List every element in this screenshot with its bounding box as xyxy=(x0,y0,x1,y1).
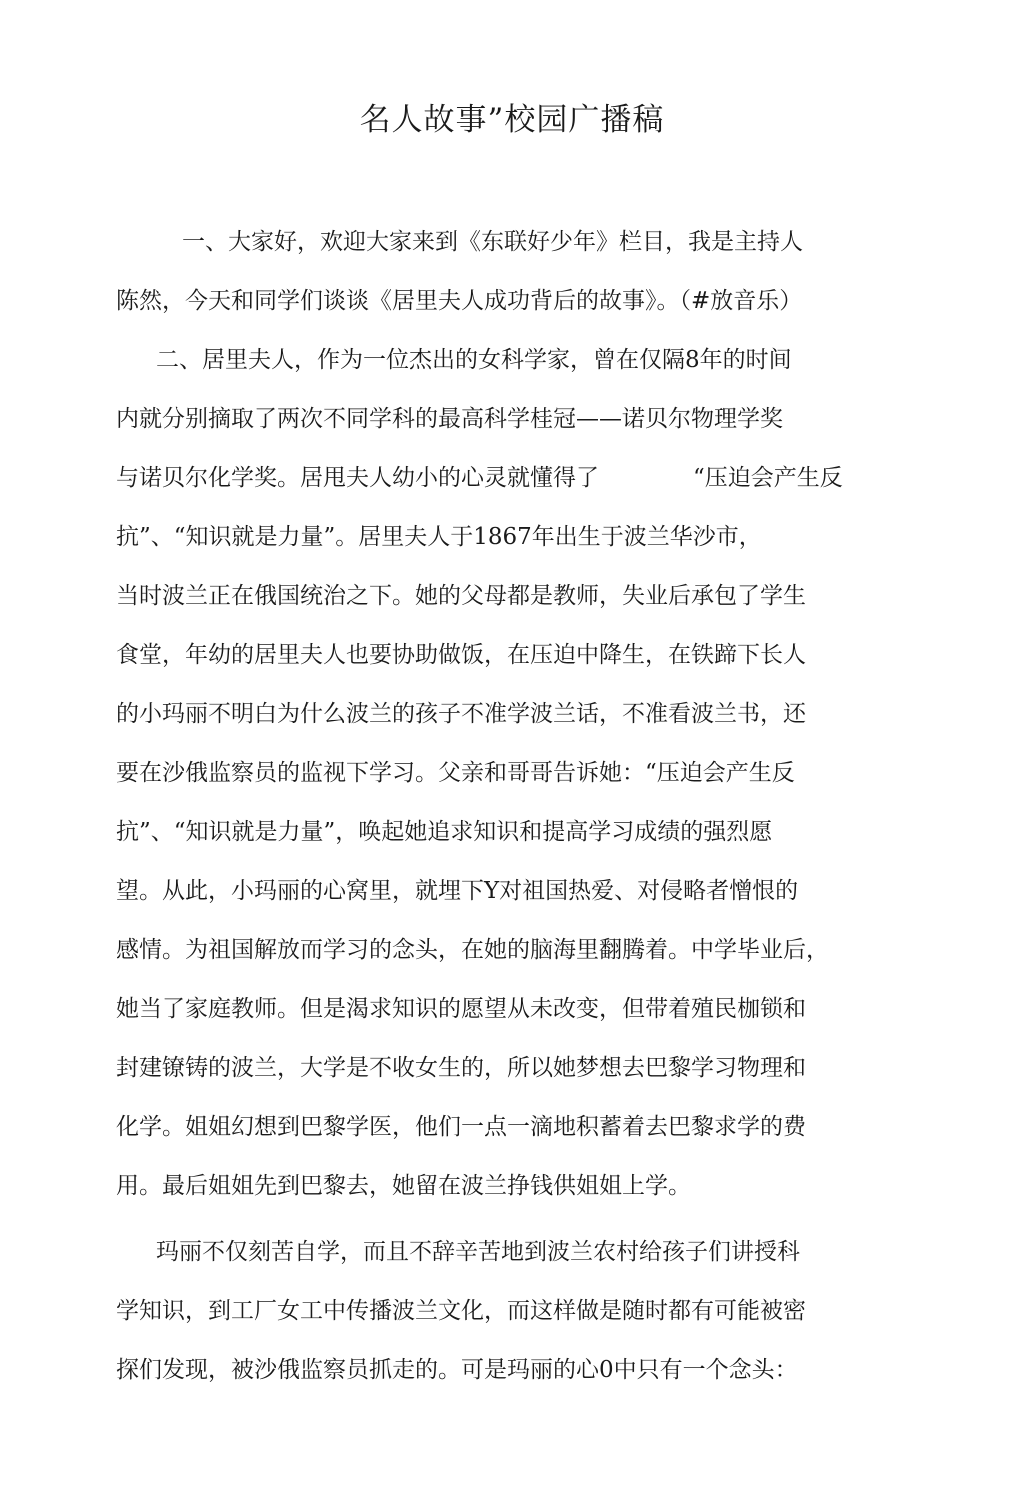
paragraph-2-line-4: 抗”、“知识就是力量”。居里夫人于1867年出生于波兰华沙市， xyxy=(116,524,762,550)
paragraph-2-line-3-part-2: “压迫会产生反 xyxy=(693,465,843,491)
paragraph-2-line-3-part-1: 与诺贝尔化学奖。居甩夫人幼小的心灵就懂得了 xyxy=(116,465,599,491)
paragraph-3-line-1: 玛丽不仅刻苦自学，而且不辞辛苦地到波兰农村给孩子们讲授科 xyxy=(156,1239,800,1265)
paragraph-2-line-1: 二、居里夫人，作为一位杰出的女科学家，曾在仅隔8年的时间 xyxy=(156,347,792,373)
paragraph-2-line-15: 用。最后姐姐先到巴黎去，她留在波兰挣钱供姐姐上学。 xyxy=(116,1173,691,1199)
paragraph-3-line-2: 学知识，到工厂女工中传播波兰文化，而这样做是随时都有可能被密 xyxy=(116,1298,806,1324)
paragraph-1-line-2: 陈然，今天和同学们谈谈《居里夫人成功背后的故事》。（#放音乐） xyxy=(116,288,803,314)
paragraph-2-line-13: 封建镣铸的波兰，大学是不收女生的，所以她梦想去巴黎学习物理和 xyxy=(116,1055,806,1081)
paragraph-3-line-3: 探们发现，被沙俄监察员抓走的。可是玛丽的心0中只有一个念头： xyxy=(116,1357,798,1383)
document-title: 名人故事”校园广播稿 xyxy=(359,102,665,138)
paragraph-2-line-14: 化学。姐姐幻想到巴黎学医，他们一点一滴地积蓄着去巴黎求学的费 xyxy=(116,1114,806,1140)
paragraph-2-line-10: 望。从此，小玛丽的心窝里，就埋下Y对祖国热爱、对侵略者憎恨的 xyxy=(116,878,799,904)
paragraph-2-line-6: 食堂，年幼的居里夫人也要协助做饭，在压迫中降生，在铁蹄下长人 xyxy=(116,642,806,668)
paragraph-1-line-1: 一、大家好，欢迎大家来到《东联好少年》栏目，我是主持人 xyxy=(182,229,803,255)
paragraph-2-line-2: 内就分别摘取了两次不同学科的最高科学桂冠——诺贝尔物理学奖 xyxy=(116,406,783,432)
paragraph-2-line-9: 抗”、“知识就是力量”，唤起她追求知识和提高学习成绩的强烈愿 xyxy=(116,819,773,845)
paragraph-2-line-11: 感情。为祖国解放而学习的念头，在她的脑海里翻腾着。中学毕业后， xyxy=(116,937,829,963)
paragraph-2-line-8: 要在沙俄监察员的监视下学习。父亲和哥哥告诉她：“压迫会产生反 xyxy=(116,760,795,786)
paragraph-2-line-12: 她当了家庭教师。但是渴求知识的愿望从未改变，但带着殖民枷锁和 xyxy=(116,996,806,1022)
paragraph-2-line-7: 的小玛丽不明白为什么波兰的孩子不准学波兰话，不准看波兰书，还 xyxy=(116,701,806,727)
paragraph-2-line-5: 当时波兰正在俄国统治之下。她的父母都是教师，失业后承包了学生 xyxy=(116,583,806,609)
paragraph-2-line-3 xyxy=(116,462,843,494)
